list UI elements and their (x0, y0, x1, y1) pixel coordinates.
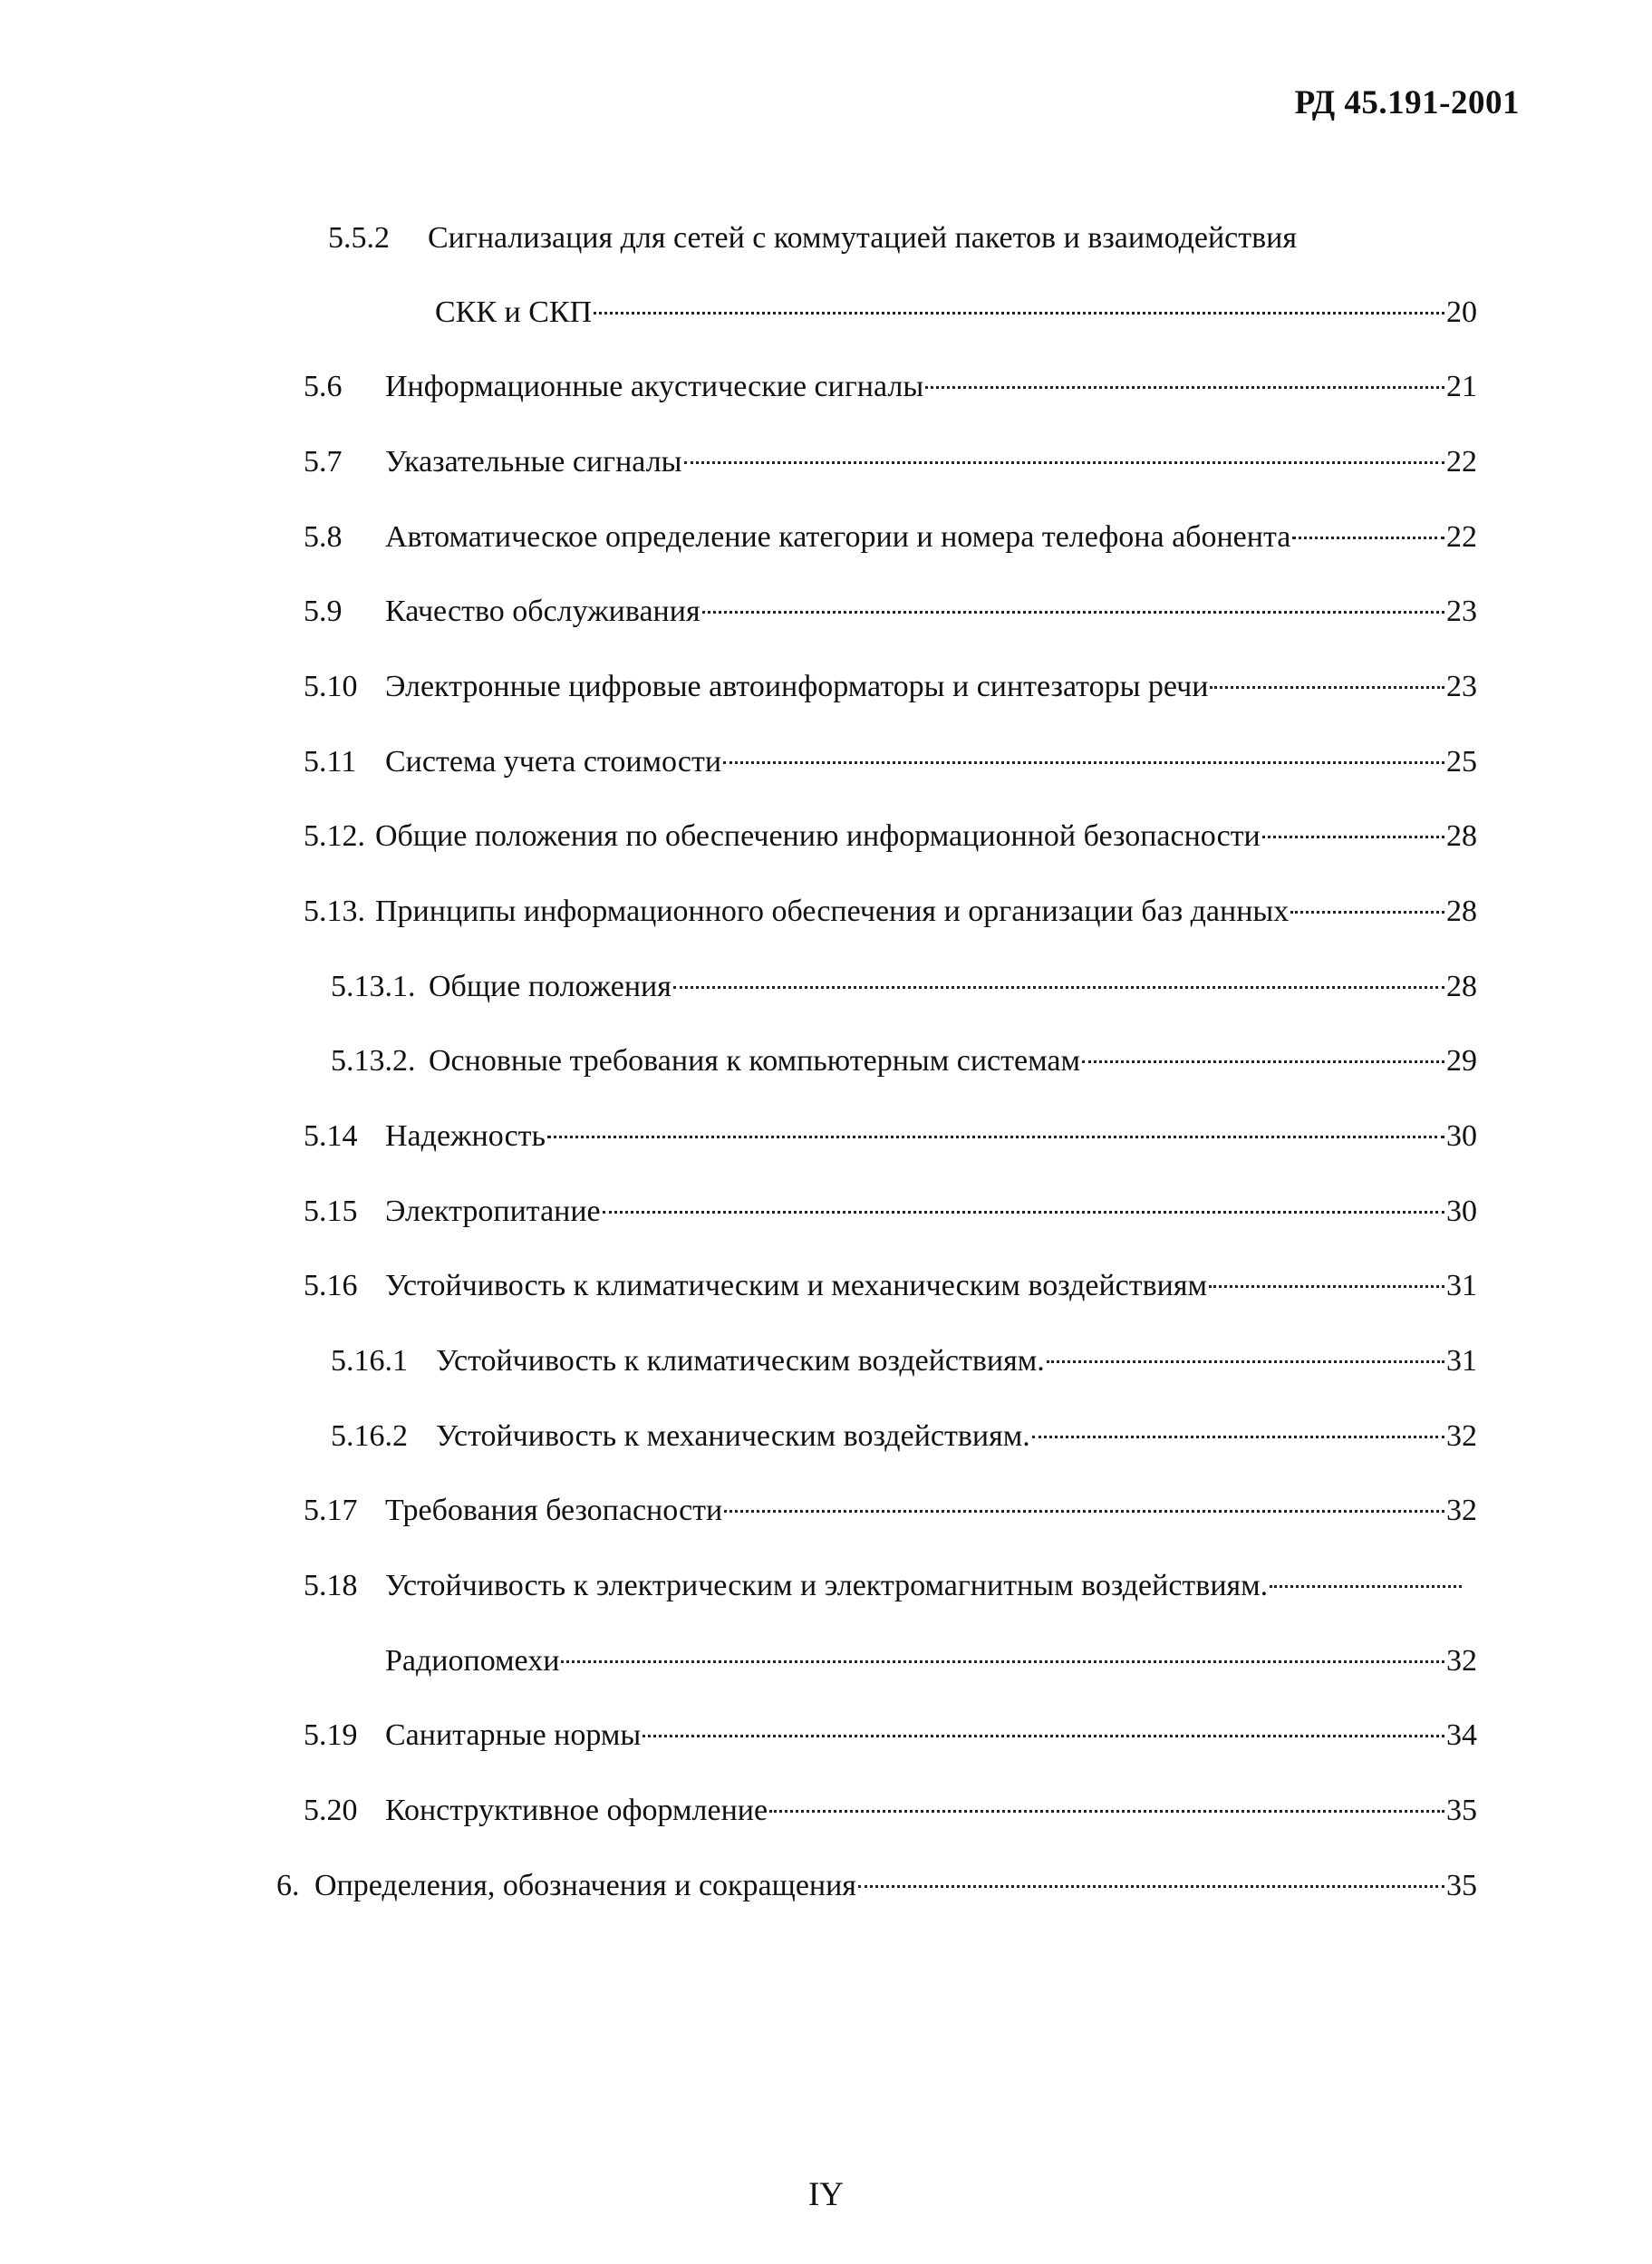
toc-entry-number: 5.10 (304, 670, 358, 703)
toc-entry (328, 218, 1459, 258)
toc-entry-page: 30 (1446, 1195, 1477, 1228)
toc-dot-leader (594, 312, 1444, 314)
toc-entry (304, 1192, 1477, 1232)
toc-entry-page: 21 (1446, 370, 1477, 403)
toc-entry-page: 28 (1446, 895, 1477, 928)
toc-entry-title: Информационные акустические сигналы (385, 370, 924, 403)
toc-entry-number: 5.5.2 (328, 221, 390, 255)
toc-entry-title: Радиопомехи (385, 1644, 560, 1678)
toc-entry-title: Общие положения (429, 970, 671, 1003)
toc-entry (304, 667, 1477, 707)
toc-entry-page: 22 (1446, 445, 1477, 479)
toc-entry-page: 31 (1446, 1269, 1477, 1302)
toc-dot-leader (724, 1510, 1444, 1513)
toc-entry (304, 1266, 1477, 1306)
toc-dot-leader (1082, 1060, 1444, 1063)
toc-entry-title: Основные требования к компьютерным системам (429, 1044, 1080, 1078)
toc-entry-title: Качество обслуживания (385, 595, 700, 628)
toc-entry-page: 32 (1446, 1419, 1477, 1453)
toc-entry-number: 5.9 (304, 595, 343, 628)
toc-entry-title: Принципы информационного обеспечения и организации баз данных (375, 895, 1290, 928)
toc-entry (276, 1866, 1477, 1906)
toc-dot-leader (1270, 1585, 1462, 1588)
toc-entry-title: Сигнализация для сетей с коммутацией пакетов и взаимодействия (428, 221, 1298, 255)
toc-entry-title: Определения, обозначения и сокращения (314, 1869, 856, 1902)
toc-dot-leader (723, 761, 1444, 764)
toc-dot-leader (1210, 686, 1444, 689)
toc-entry-number: 5.14 (304, 1119, 358, 1153)
toc-entry (304, 1791, 1477, 1831)
toc-dot-leader (1209, 1285, 1444, 1288)
toc-entry-title: Указательные сигналы (385, 445, 682, 479)
toc-entry (304, 1716, 1477, 1756)
toc-entry (435, 293, 1477, 333)
toc-dot-leader (1032, 1436, 1444, 1438)
toc-entry (304, 742, 1477, 782)
toc-entry-title: Устойчивость к климатическим воздействиям. (436, 1344, 1045, 1378)
toc-entry-number: 5.7 (304, 445, 343, 479)
toc-entry-number: 6. (276, 1869, 300, 1902)
toc-entry-number: 5.16.2 (331, 1419, 408, 1453)
toc-entry (385, 1641, 1477, 1681)
toc-dot-leader (858, 1885, 1444, 1888)
toc-entry-number: 5.20 (304, 1794, 358, 1827)
toc-entry-page: 34 (1446, 1718, 1477, 1752)
toc-entry-number: 5.17 (304, 1494, 358, 1527)
toc-entry (304, 518, 1477, 557)
toc-dot-leader (603, 1211, 1444, 1214)
toc-entry-number: 5.18 (304, 1569, 358, 1602)
toc-entry-page: 23 (1446, 670, 1477, 703)
toc-entry-number: 5.15 (304, 1195, 358, 1228)
toc-dot-leader (769, 1810, 1444, 1813)
toc-entry-number: 5.13.2. (331, 1044, 416, 1078)
toc-entry-number: 5.8 (304, 520, 343, 554)
toc-entry-title: Надежность (385, 1119, 546, 1153)
toc-entry (304, 367, 1477, 407)
toc-entry-title: Система учета стоимости (385, 745, 722, 779)
toc-dot-leader (547, 1136, 1444, 1138)
toc-entry (304, 442, 1477, 482)
toc-entry (331, 1341, 1477, 1381)
toc-entry (331, 967, 1477, 1007)
toc-entry-page: 28 (1446, 970, 1477, 1003)
toc-entry-title: СКК и СКП (435, 295, 593, 329)
toc-entry-page: 28 (1446, 819, 1477, 853)
toc-dot-leader (684, 461, 1445, 464)
toc-entry-page: 20 (1446, 295, 1477, 329)
toc-entry-title: Устойчивость к климатическим и механическим воздействиям (385, 1269, 1208, 1302)
toc-entry-title: Устойчивость к электрическим и электромагнитным воздействиям. (385, 1569, 1269, 1602)
toc-entry-title: Санитарные нормы (385, 1718, 642, 1752)
toc-entry-title: Автоматическое определение категории и номера телефона абонента (385, 520, 1291, 554)
toc-entry-number: 5.13.1. (331, 970, 416, 1003)
toc-entry-page: 32 (1446, 1644, 1477, 1678)
toc-entry-number: 5.13. (304, 895, 365, 928)
toc-entry-page: 25 (1446, 745, 1477, 779)
toc-entry-page: 31 (1446, 1344, 1477, 1378)
toc-entry (304, 1491, 1477, 1531)
toc-entry-title: Конструктивное оформление (385, 1794, 768, 1827)
toc-entry-number: 5.12. (304, 819, 365, 853)
toc-entry-title: Электронные цифровые автоинформаторы и синтезаторы речи (385, 670, 1209, 703)
toc-dot-leader (1262, 836, 1444, 838)
toc-entry-title: Устойчивость к механическим воздействиям. (436, 1419, 1030, 1453)
toc-entry-number: 5.6 (304, 370, 343, 403)
toc-dot-leader (642, 1735, 1444, 1737)
toc-entry (304, 1117, 1477, 1156)
toc-entry-number: 5.11 (304, 745, 357, 779)
toc-entry-page: 29 (1446, 1044, 1477, 1078)
toc-entry-page: 23 (1446, 595, 1477, 628)
toc-dot-leader (1047, 1360, 1444, 1363)
toc-entry-page: 35 (1446, 1869, 1477, 1902)
toc-dot-leader (702, 611, 1444, 614)
toc-dot-leader (673, 986, 1444, 989)
toc-entry (304, 817, 1477, 856)
toc-entry-title: Требования безопасности (385, 1494, 723, 1527)
toc-entry (331, 1041, 1477, 1081)
toc-entry (304, 592, 1477, 632)
toc-entry-page: 30 (1446, 1119, 1477, 1153)
toc-entry (304, 892, 1477, 932)
toc-entry (304, 1566, 1464, 1606)
toc-entry (331, 1417, 1477, 1456)
toc-entry-number: 5.16.1 (331, 1344, 408, 1378)
toc-dot-leader (561, 1660, 1444, 1663)
document-code: РД 45.191-2001 (1294, 84, 1520, 121)
toc-entry-page: 32 (1446, 1494, 1477, 1527)
toc-dot-leader (925, 386, 1444, 389)
toc-entry-number: 5.19 (304, 1718, 358, 1752)
toc-dot-leader (1292, 537, 1444, 539)
page-number: IY (807, 2176, 845, 2213)
toc-entry-title: Электропитание (385, 1195, 601, 1228)
toc-entry-title: Общие положения по обеспечению информационной безопасности (375, 819, 1261, 853)
toc-entry-page: 22 (1446, 520, 1477, 554)
toc-dot-leader (1290, 911, 1444, 914)
toc-entry-page: 35 (1446, 1794, 1477, 1827)
toc-entry-number: 5.16 (304, 1269, 358, 1302)
